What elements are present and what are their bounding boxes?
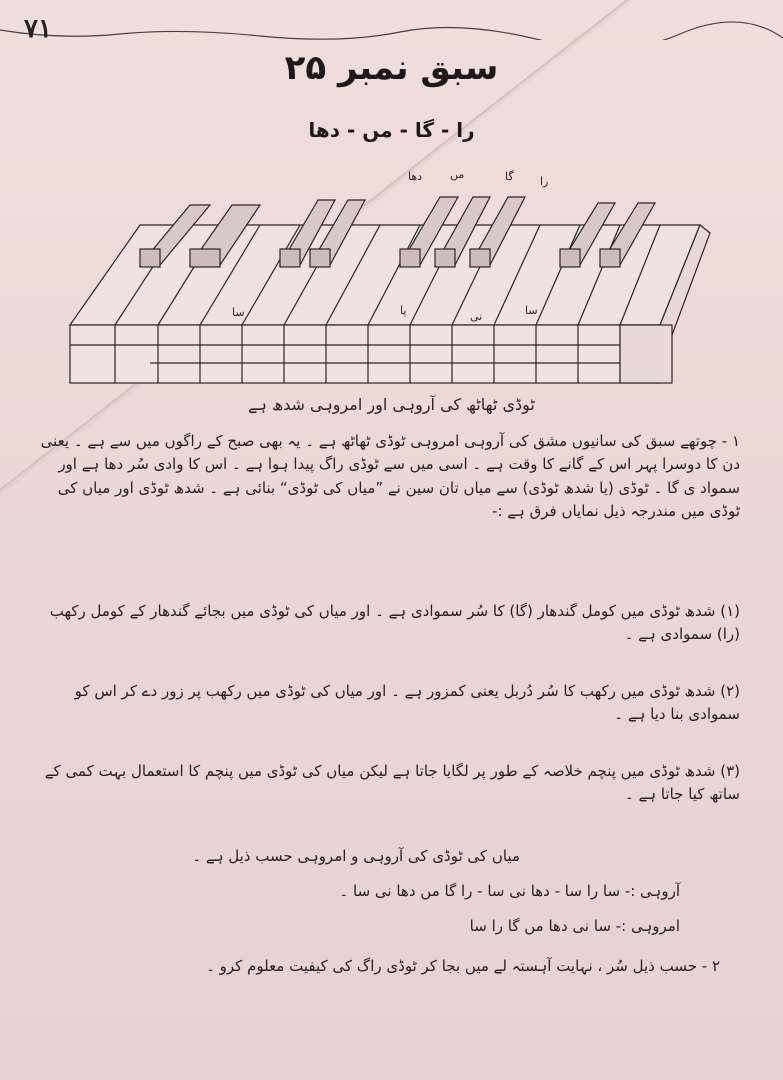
key-label-top-4: را <box>540 175 549 188</box>
keyboard-caption: ٹوڈی ٹھاٹھ کی آروہی اور امروہی شدھ ہے <box>248 395 535 414</box>
torn-top-edge <box>0 0 783 40</box>
amrohi-line: امروہی :- سا نی دھا مں گا را سا <box>469 917 680 935</box>
key-label-top-1: دھا <box>408 170 423 183</box>
lesson-subtitle: را - گا - مں - دھا <box>308 118 475 142</box>
paragraph-2: (۱) شدھ ٹوڈی میں کومل گندھار (گا) کا سُر سموادی ہے ۔ اور میاں کی ٹوڈی میں بجائے گندھار کے کومل رکھب (را) سموادی ہے ۔ <box>49 602 740 644</box>
lesson-title: سبق نمبر ۲۵ <box>284 48 499 88</box>
paragraph-exercise-2: ۲ - حسب ذیل سُر ، نہایت آہستہ لے میں بجا کر ٹوڈی راگ کی کیفیت معلوم کرو ۔ <box>206 957 720 975</box>
paragraph-3: (۲) شدھ ٹوڈی میں رکھب کا سُر دُربل یعنی کمزور ہے ۔ اور میاں کی ٹوڈی میں رکھب پر زور دے کر اس کو سموادی بنا دیا ہے ۔ <box>74 682 740 724</box>
arohi-line: آروہی :- سا را سا - دھا نی سا - را گا مں دھا نی سا ۔ <box>339 882 680 900</box>
page-number: ۷۱ <box>24 14 52 44</box>
key-label-bottom-2: پا <box>400 304 407 317</box>
key-label-top-2: مں <box>450 168 465 181</box>
key-label-bottom-3: نی <box>470 310 483 323</box>
key-label-bottom-1: سا <box>232 306 245 319</box>
key-label-bottom-4: سا <box>525 304 538 317</box>
paragraph-5: میاں کی ٹوڈی کی آروہی و امروہی حسب ذیل ہے ۔ <box>192 847 520 865</box>
paragraph-1: ۱ - چوتھے سبق کی سانیوں مشق کی آروہی امروہی ٹوڈی ٹھاٹھ ہے ۔ یہ بھی صبح کے راگوں میں سے ہے ۔ یعنی دن کا دوسرا پہر اس کے گانے کا وقت ہے ۔ اسی میں سے ٹوڈی راگ پیدا ہوا ہے ۔ اس کا وادی سُر دھا ہے اور سمواد ی گا ۔ ٹوڈی (یا شدھ ٹوڈی) سے میاں تان سین نے ”میاں کی ٹوڈی“ بنائی ہے ۔ شدھ ٹوڈی اور میاں کی ٹوڈی میں مندرجہ ذیل نمایاں فرق ہے :- <box>40 432 740 520</box>
harmonium-keyboard-illustration <box>60 185 720 395</box>
paragraph-4: (۳) شدھ ٹوڈی میں پنچم خلاصہ کے طور پر لگایا جاتا ہے لیکن میاں کی ٹوڈی میں پنچم کا استعمال بہت کمی کے ساتھ کیا جاتا ہے ۔ <box>44 762 740 804</box>
key-label-top-3: گا <box>505 170 514 183</box>
